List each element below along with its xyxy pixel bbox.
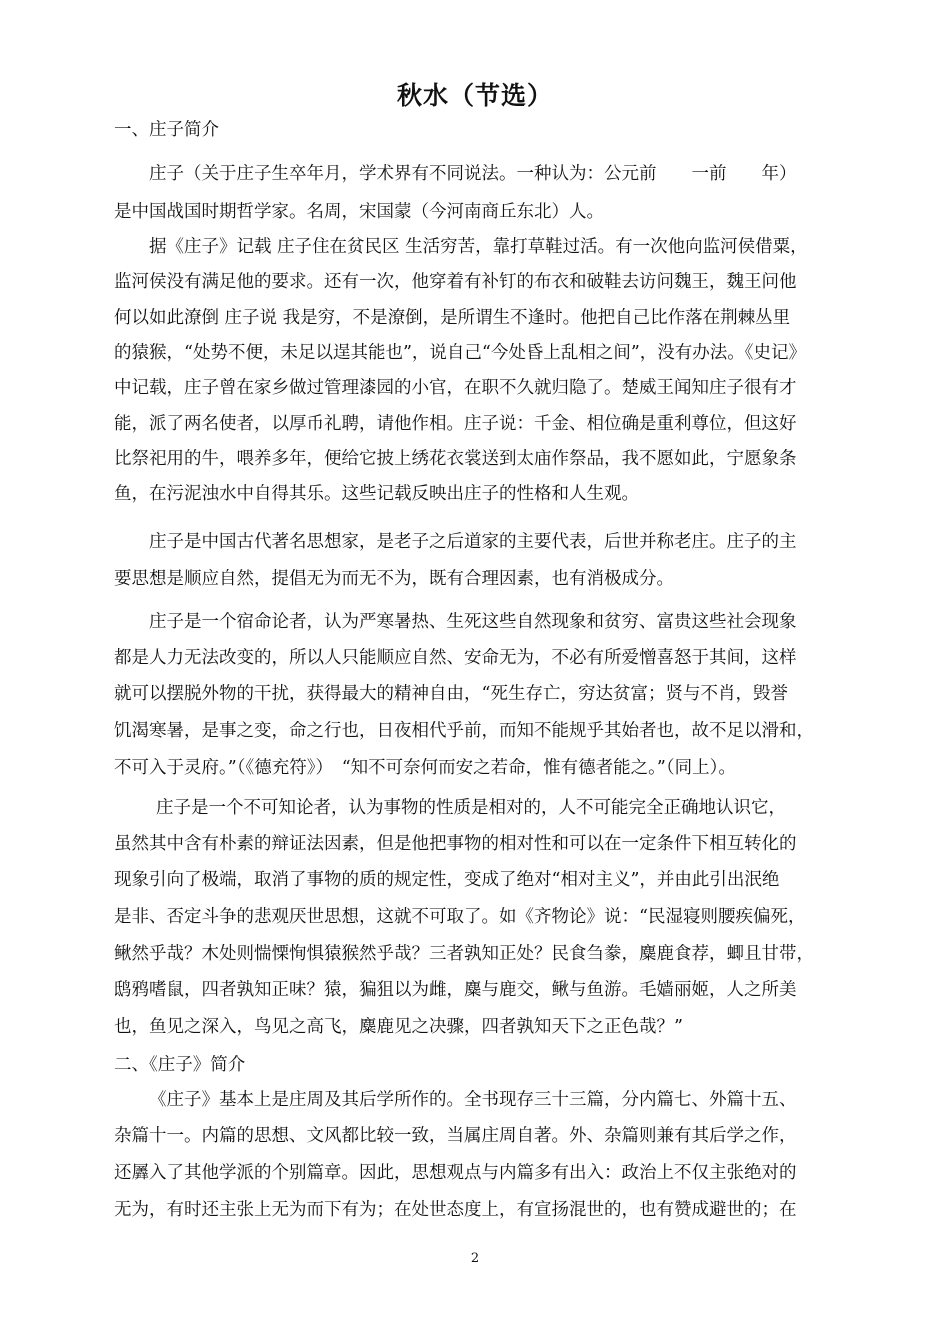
- paragraph-line: 鸱鸦嗜鼠，四者孰知正味？猿，猵狙以为雌，麋与鹿交，鳅与鱼游。毛嫱丽姬，人之所美: [114, 980, 797, 1000]
- paragraph-line: 中记载，庄子曾在家乡做过管理漆园的小官，在职不久就归隐了。楚威王闻知庄子很有才: [114, 378, 797, 398]
- paragraph-line: 都是人力无法改变的，所以人只能顺应自然、安命无为，不必有所爱憎喜怒于其间，这样: [114, 648, 797, 668]
- paragraph-line: 是中国战国时期哲学家。名周，宋国蒙（今河南商丘东北）人。: [114, 202, 604, 222]
- paragraph-line: 庄子（关于庄子生卒年月，学术界有不同说法。一种认为：公元前 一前 年）: [149, 164, 797, 184]
- paragraph-line: 能，派了两名使者，以厚币礼聘，请他作相。庄子说：千金、相位确是重利尊位，但这好: [114, 414, 797, 434]
- paragraph-line: 比祭祀用的牛，喂养多年，便给它披上绣花衣裳送到太庙作祭品，我不愿如此，宁愿象条: [114, 449, 797, 469]
- page-number: 2: [470, 1251, 480, 1266]
- section-heading-2: 二、《庄子》简介: [114, 1055, 246, 1075]
- paragraph-line: 庄子是一个宿命论者，认为严寒暑热、生死这些自然现象和贫穷、富贵这些社会现象: [149, 612, 797, 632]
- paragraph-line: 是非、否定斗争的悲观厌世思想，这就不可取了。如《齐物论》说：“民湿寝则腰疾偏死，: [114, 907, 806, 927]
- paragraph-line: 就可以摆脱外物的干扰，获得最大的精神自由，“死生存亡，穷达贫富；贤与不肖，毁誉: [114, 684, 788, 704]
- paragraph-line: 的猿猴，“处势不便，未足以逞其能也”，说自己“今处昏上乱相之间”，没有办法。《史记》: [114, 343, 807, 363]
- paragraph-line: 要思想是顺应自然，提倡无为而无不为，既有合理因素，也有消极成分。: [114, 569, 674, 589]
- paragraph-line: 不可入于灵府。”（《德充符》） “知不可奈何而安之若命，惟有德者能之。”（同上）。: [114, 758, 736, 778]
- paragraph-line: 饥渴寒暑，是事之变，命之行也，日夜相代乎前，而知不能规乎其始者也，故不足以滑和，: [114, 721, 814, 741]
- paragraph-line: 也，鱼见之深入，鸟见之高飞，麋鹿见之决骤，四者孰知天下之正色哉？”: [114, 1017, 683, 1037]
- paragraph-line: 据《庄子》记载 庄子住在贫民区 生活穷苦，靠打草鞋过活。有一次他向监河侯借粟，: [149, 237, 808, 257]
- section-heading-1: 一、庄子简介: [114, 120, 219, 140]
- page-title: 秋水（节选）: [396, 81, 553, 110]
- paragraph-line: 《庄子》基本上是庄周及其后学所作的。全书现存三十三篇，分内篇七、外篇十五、: [149, 1090, 797, 1110]
- paragraph-line: 庄子是一个不可知论者，认为事物的性质是相对的，人不可能完全正确地认识它，: [156, 798, 786, 818]
- paragraph-line: 鳅然乎哉？木处则惴慄恂惧猿猴然乎哉？三者孰知正处？民食刍豢，麋鹿食荐，蝍且甘带，: [114, 944, 814, 964]
- paragraph-line: 虽然其中含有朴素的辩证法因素，但是他把事物的相对性和可以在一定条件下相互转化的: [114, 834, 797, 854]
- paragraph-line: 监河侯没有满足他的要求。还有一次，他穿着有补钉的布衣和破鞋去访问魏王，魏王问他: [114, 272, 797, 292]
- paragraph-line: 杂篇十一。内篇的思想、文风都比较一致，当属庄周自著。外、杂篇则兼有其后学之作，: [114, 1126, 797, 1146]
- paragraph-line: 何以如此潦倒 庄子说 我是穷，不是潦倒，是所谓生不逢时。他把自己比作落在荆棘丛里: [114, 308, 791, 328]
- paragraph-line: 无为，有时还主张上无为而下有为；在处世态度上，有宣扬混世的，也有赞成避世的；在: [114, 1200, 797, 1220]
- paragraph-line: 鱼，在污泥浊水中自得其乐。这些记载反映出庄子的性格和人生观。: [114, 484, 639, 504]
- paragraph-line: 现象引向了极端，取消了事物的质的规定性，变成了绝对“相对主义”，并由此引出泯绝: [114, 870, 780, 890]
- paragraph-line: 还羼入了其他学派的个别篇章。因此，思想观点与内篇多有出入：政治上不仅主张绝对的: [114, 1163, 797, 1183]
- paragraph-line: 庄子是中国古代著名思想家，是老子之后道家的主要代表，后世并称老庄。庄子的主: [149, 532, 797, 552]
